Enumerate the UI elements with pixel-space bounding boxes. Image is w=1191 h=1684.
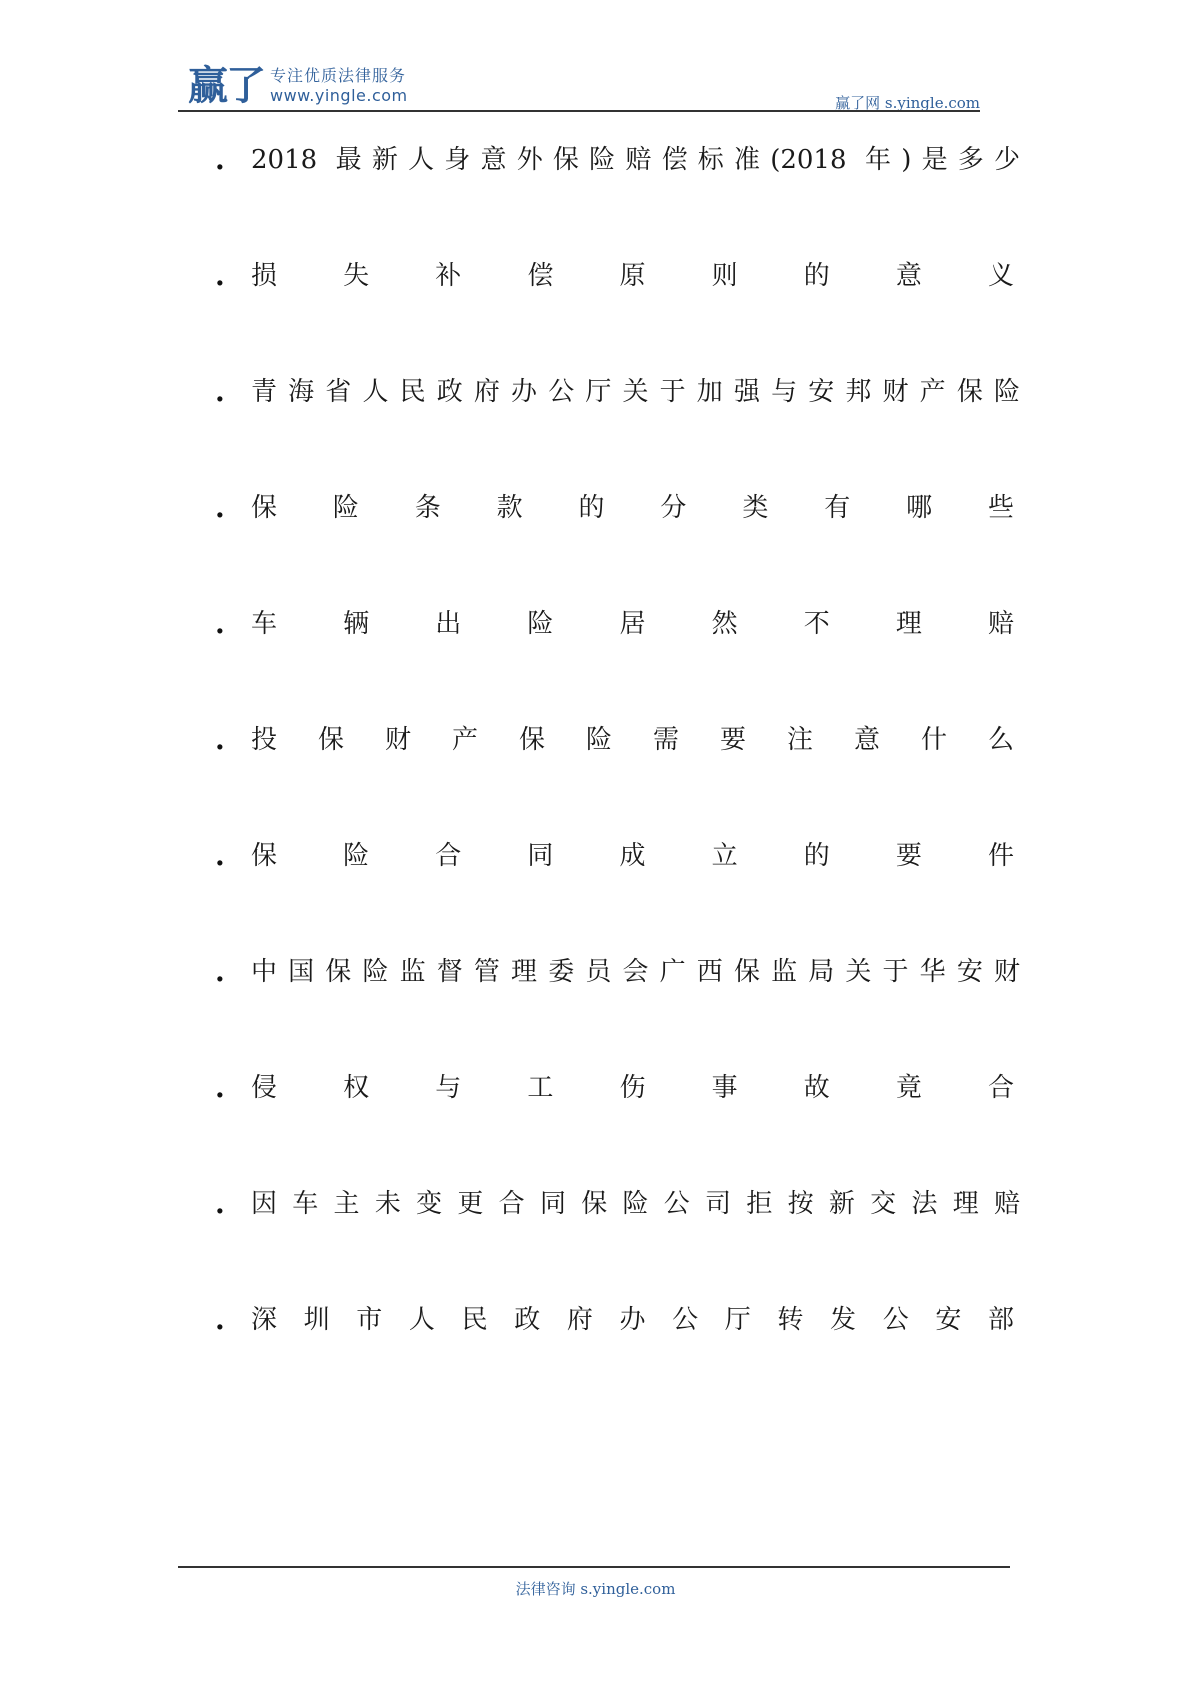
- bullet-icon: .: [215, 1303, 225, 1336]
- bullet-icon: .: [215, 491, 225, 524]
- list-item-title[interactable]: 侵权与工伤事故竟合: [251, 1073, 1020, 1103]
- logo-mark: 赢了: [188, 63, 264, 109]
- footer-divider: [178, 1566, 1010, 1568]
- bullet-icon: .: [215, 839, 225, 872]
- list-item-title[interactable]: 深圳市人民政府办公厅转发公安部: [251, 1305, 1020, 1335]
- page-header: [178, 58, 980, 110]
- list-item-title[interactable]: 保险合同成立的要件: [251, 841, 1020, 871]
- bullet-icon: .: [215, 723, 225, 756]
- list-item[interactable]: [215, 140, 1020, 180]
- list-item[interactable]: [215, 488, 1020, 528]
- list-item[interactable]: [215, 1068, 1020, 1108]
- list-item-title[interactable]: 2018 最新人身意外保险赔偿标准(2018 年)是多少: [251, 145, 1020, 175]
- bullet-icon: .: [215, 375, 225, 408]
- list-item-title[interactable]: 损失补偿原则的意义: [251, 261, 1020, 291]
- list-item[interactable]: [215, 952, 1020, 992]
- list-item[interactable]: [215, 372, 1020, 412]
- bullet-icon: .: [215, 143, 225, 176]
- list-item[interactable]: [215, 256, 1020, 296]
- list-item[interactable]: [215, 1300, 1020, 1340]
- list-item[interactable]: [215, 1184, 1020, 1224]
- bullet-icon: .: [215, 1187, 225, 1220]
- list-item[interactable]: [215, 604, 1020, 644]
- list-item-title[interactable]: 青海省人民政府办公厅关于加强与安邦财产保险: [251, 377, 1020, 407]
- list-item-title[interactable]: 中国保险监督管理委员会广西保监局关于华安财: [251, 957, 1020, 987]
- bullet-icon: .: [215, 607, 225, 640]
- logo-text: [270, 64, 408, 106]
- list-item[interactable]: [215, 720, 1020, 760]
- logo-url: www.yingle.com: [270, 86, 408, 105]
- bullet-icon: .: [215, 955, 225, 988]
- list-item-title[interactable]: 因车主未变更合同保险公司拒按新交法理赔: [251, 1189, 1020, 1219]
- bullet-icon: .: [215, 259, 225, 292]
- bullet-icon: .: [215, 1071, 225, 1104]
- footer-link[interactable]: 法律咨询 s.yingle.com: [515, 1580, 676, 1598]
- logo-slogan: 专注优质法律服务: [270, 66, 407, 85]
- yingle-logo[interactable]: [188, 64, 408, 108]
- list-item[interactable]: [215, 836, 1020, 876]
- list-item-title[interactable]: 车辆出险居然不理赔: [251, 609, 1020, 639]
- header-site-link[interactable]: 赢了网 s.yingle.com: [835, 94, 980, 112]
- list-item-title[interactable]: 保险条款的分类有哪些: [251, 493, 1020, 523]
- header-divider: [178, 110, 980, 112]
- list-item-title[interactable]: 投保财产保险需要注意什么: [251, 725, 1020, 755]
